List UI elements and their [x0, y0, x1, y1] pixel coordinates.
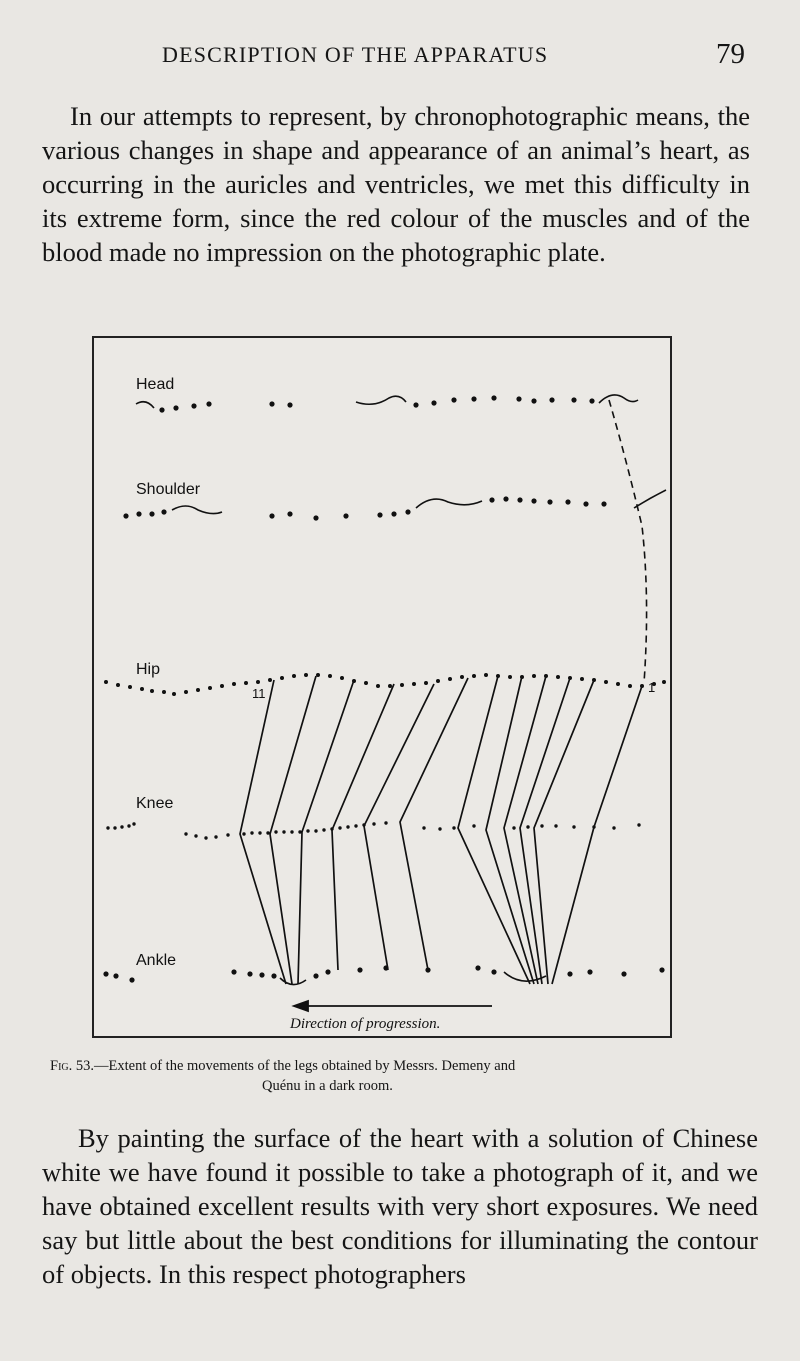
head-trajectory: [136, 395, 638, 412]
label-knee: Knee: [136, 795, 174, 812]
caption-line-1: —Extent of the movements of the legs obtained by Messrs. Demeny and: [94, 1058, 516, 1074]
knee-trajectory: [106, 821, 640, 839]
label-ankle: Ankle: [136, 952, 177, 969]
shoulder-trajectory: [124, 490, 666, 520]
marker-left: 11: [252, 686, 266, 701]
page-number: 79: [716, 38, 745, 70]
hip-trajectory: [104, 673, 666, 696]
figure-caption: [50, 1056, 760, 1096]
running-head: [0, 38, 800, 72]
caption-fig-number: Fig. 53.: [50, 1058, 94, 1074]
label-shoulder: Shoulder: [136, 481, 201, 498]
caption-line-2: Quénu in a dark room.: [262, 1078, 393, 1094]
leg-movement-diagram: [94, 338, 670, 1036]
marker-right: 1: [648, 680, 656, 695]
running-title: DESCRIPTION OF THE APPARATUS: [162, 42, 549, 67]
label-head: Head: [136, 376, 175, 393]
paragraph-top: In our attempts to represent, by chronophotographic means, the various changes in shape and appearance of an animal’s heart, as occurring in the auricles and ventricles, we met this difficulty in its extreme form, since the red colour of the muscles and of the blood made no impression on the photographic plate.: [42, 101, 750, 267]
direction-label: Direction of progression.: [290, 1016, 441, 1032]
dashed-reference-line: [609, 400, 647, 683]
label-hip: Hip: [136, 661, 161, 678]
ankle-trajectory: [104, 966, 664, 984]
figure-53: [92, 336, 672, 1038]
direction-arrow: [294, 1001, 492, 1011]
paragraph-bottom: By painting the surface of the heart with a solution of Chinese white we have found it possible to take a photograph of it, and we have obtained excellent results with very short exposures. We need say but little about the best conditions for illuminating the contour of objects. In this respect photographers: [42, 1123, 758, 1289]
